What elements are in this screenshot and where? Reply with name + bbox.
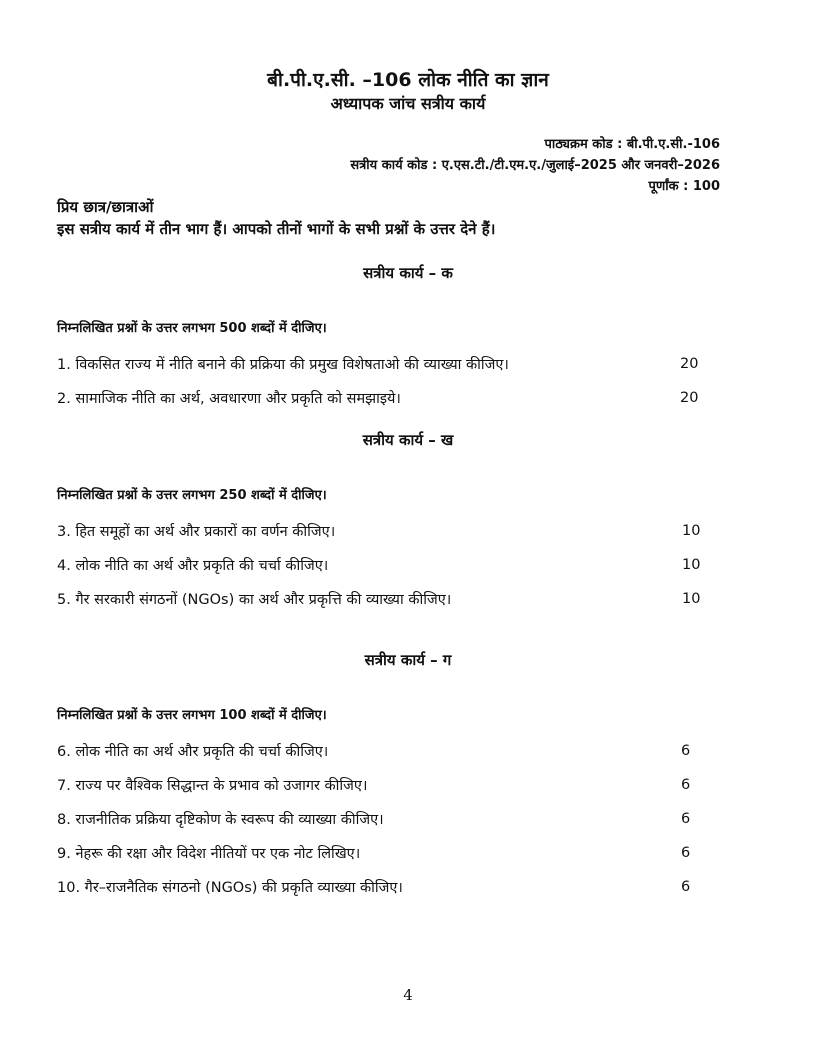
question-item: 5. गैर सरकारी संगठनों (NGOs) का अर्थ और प्रकृत्ति की व्याख्या कीजिए। [57, 592, 452, 608]
salutation: प्रिय छात्र/छात्राओं [57, 198, 154, 216]
question-marks: 6 [681, 811, 691, 827]
question-item: 3. हित समूहों का अर्थ और प्रकारों का वर्णन कीजिए। [57, 524, 336, 540]
question-item: 7. राज्य पर वैश्विक सिद्धान्त के प्रभाव को उजागर कीजिए। [57, 778, 368, 794]
question-item: 4. लोक नीति का अर्थ और प्रकृति की चर्चा कीजिए। [57, 558, 329, 574]
question-marks: 10 [682, 591, 701, 607]
question-marks: 20 [680, 356, 699, 372]
question-item: 2. सामाजिक नीति का अर्थ, अवधारणा और प्रकृति को समझाइये। [57, 391, 401, 407]
section-instruction-b: निम्नलिखित प्रश्नों के उत्तर लगभग 250 शब्दों में दीजिए। [57, 488, 327, 503]
question-item: 10. गैर–राजनैतिक संगठनो (NGOs) की प्रकृति व्याख्या कीजिए। [57, 880, 403, 896]
page-number: 4 [403, 986, 413, 1004]
assignment-code: सत्रीय कार्य कोड : ए.एस.टी./टी.एम.ए./जुलाई–2025 और जनवरी–2026 [350, 158, 720, 173]
max-marks: पूर्णांक : 100 [648, 179, 720, 194]
question-marks: 6 [681, 743, 691, 759]
intro-text: इस सत्रीय कार्य में तीन भाग हैं। आपको तीनों भागों के सभी प्रश्नों के उत्तर देने हैं। [57, 220, 496, 238]
question-marks: 6 [681, 777, 691, 793]
question-item: 8. राजनीतिक प्रक्रिया दृष्टिकोण के स्वरूप की व्याख्या कीजिए। [57, 812, 384, 828]
question-marks: 20 [680, 390, 699, 406]
section-heading-b: सत्रीय कार्य – ख [362, 431, 454, 449]
question-item: 6. लोक नीति का अर्थ और प्रकृति की चर्चा कीजिए। [57, 744, 329, 760]
question-marks: 10 [682, 557, 701, 573]
document-title: बी.पी.ए.सी. –106 लोक नीति का ज्ञान [267, 69, 549, 91]
section-heading-a: सत्रीय कार्य – क [363, 264, 453, 282]
question-marks: 10 [682, 523, 701, 539]
question-marks: 6 [681, 845, 691, 861]
question-item: 1. विकसित राज्य में नीति बनाने की प्रक्रिया की प्रमुख विशेषताओ की व्याख्या कीजिए। [57, 357, 509, 373]
section-heading-c: सत्रीय कार्य – ग [364, 651, 452, 669]
question-item: 9. नेहरू की रक्षा और विदेश नीतियों पर एक नोट लिखिए। [57, 846, 361, 862]
question-marks: 6 [681, 879, 691, 895]
document-subtitle: अध्यापक जांच सत्रीय कार्य [330, 94, 486, 113]
section-instruction-a: निम्नलिखित प्रश्नों के उत्तर लगभग 500 शब्दों में दीजिए। [57, 321, 327, 336]
course-code: पाठ्यक्रम कोड : बी.पी.ए.सी.-106 [544, 137, 720, 152]
section-instruction-c: निम्नलिखित प्रश्नों के उत्तर लगभग 100 शब्दों में दीजिए। [57, 708, 327, 723]
